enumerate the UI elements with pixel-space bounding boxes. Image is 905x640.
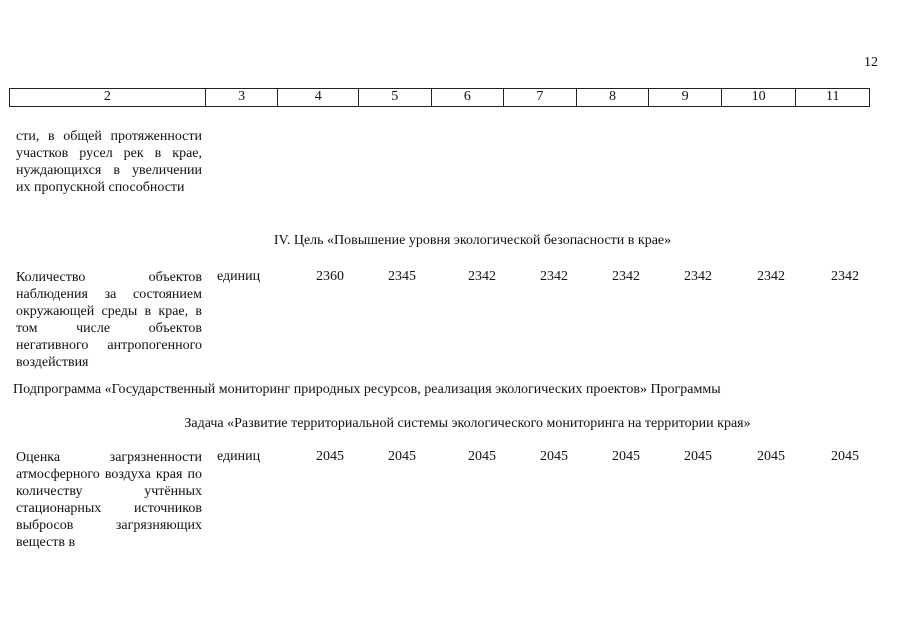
header-col-5: 5 <box>358 89 431 106</box>
header-col-11: 11 <box>795 89 869 106</box>
row1-indicator: Количество объектов наблюдения за состоянием окружающей среды в крае, в том числе объектов негативного антропогенного воздействия <box>16 270 202 370</box>
row2-unit: единиц <box>217 449 261 464</box>
header-col-3: 3 <box>205 89 278 106</box>
row1-unit: единиц <box>217 269 261 284</box>
section-goal-heading: IV. Цель «Повышение уровня экологической безопасности в крае» <box>273 233 672 248</box>
header-col-4: 4 <box>277 89 358 106</box>
row1-value: 2342 <box>757 269 785 284</box>
row1-value: 2342 <box>540 269 568 284</box>
table-header-row <box>9 88 870 107</box>
task-heading: Задача «Развитие территориальной системы экологического мониторинга на территории края» <box>184 416 751 431</box>
row1-value: 2342 <box>468 269 496 284</box>
header-col-9: 9 <box>648 89 721 106</box>
row2-value: 2045 <box>757 449 785 464</box>
row1-value: 2342 <box>612 269 640 284</box>
row1-value: 2345 <box>388 269 416 284</box>
header-col-10: 10 <box>721 89 796 106</box>
header-col-2: 2 <box>103 89 111 104</box>
row1-value: 2360 <box>316 269 344 284</box>
row2-value: 2045 <box>831 449 859 464</box>
row1-value: 2342 <box>684 269 712 284</box>
row2-value: 2045 <box>388 449 416 464</box>
row2-value: 2045 <box>612 449 640 464</box>
row2-value: 2045 <box>316 449 344 464</box>
row2-value: 2045 <box>540 449 568 464</box>
page-number: 12 <box>864 55 878 70</box>
subprogram-heading: Подпрограмма «Государственный мониторинг природных ресурсов, реализация экологических проектов» Программы <box>13 382 721 397</box>
row2-value: 2045 <box>468 449 496 464</box>
continuation-indicator-text: сти, в общей протяженности участков русел рек в крае, нуждающихся в увеличении их пропускной способности <box>16 129 202 195</box>
header-col-7: 7 <box>503 89 576 106</box>
header-col-6: 6 <box>431 89 504 106</box>
header-col-8: 8 <box>576 89 649 106</box>
row2-value: 2045 <box>684 449 712 464</box>
row1-value: 2342 <box>831 269 859 284</box>
row2-indicator: Оценка загрязненности атмосферного воздуха края по количеству учтённых стационарных источников выбросов загрязняющих веществ в <box>16 450 202 550</box>
